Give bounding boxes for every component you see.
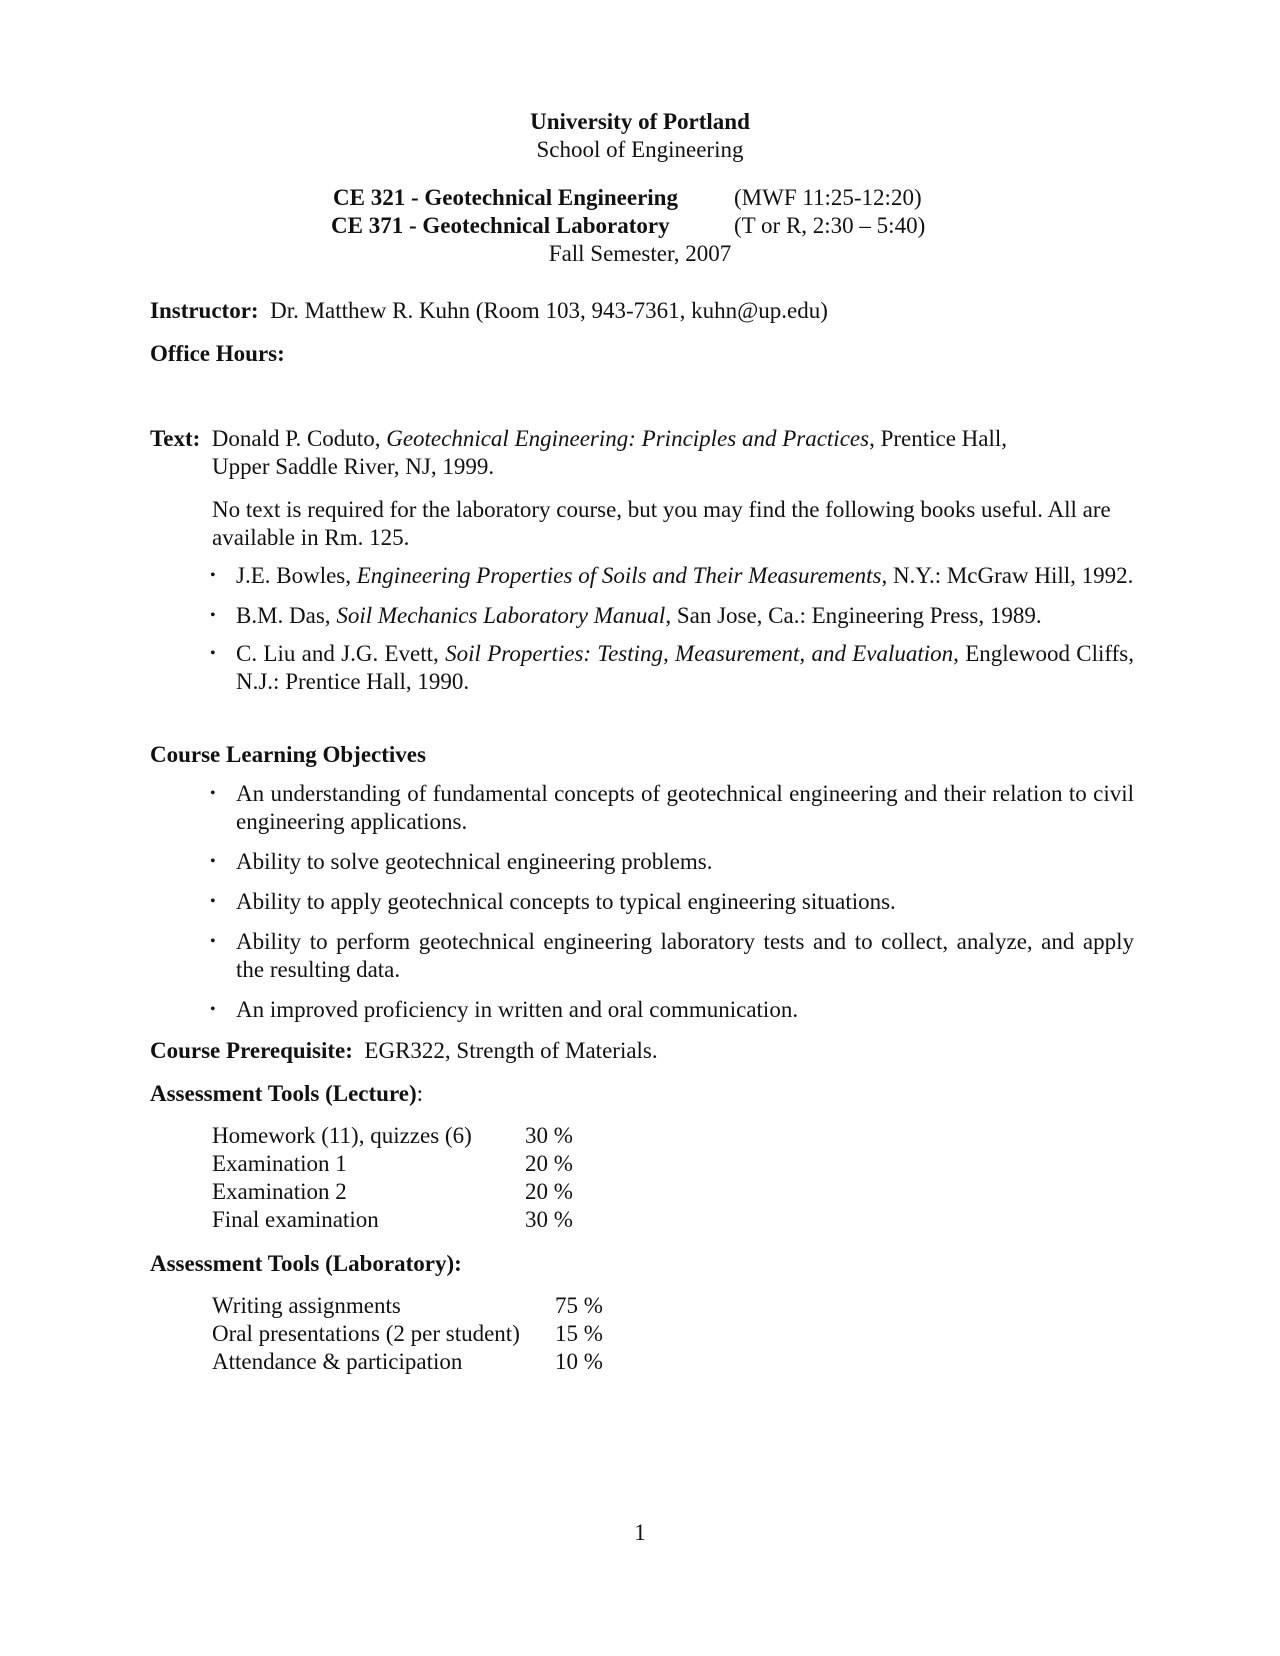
objectives-heading: Course Learning Objectives (150, 742, 426, 767)
text-label: Text: (150, 426, 201, 451)
list-item: • C. Liu and J.G. Evett, Soil Properties: Testing, Measurement, and Evaluation, Englewood Cliffs, N.J.: Prentice Hall, 1990. (210, 641, 1135, 694)
prerequisite-line (150, 1037, 658, 1065)
table-row: Attendance & participation 10 % (212, 1349, 603, 1374)
assessment-lab-heading: Assessment Tools (Laboratory): (150, 1251, 462, 1276)
list-item: • Ability to perform geotechnical engineering laboratory tests and to collect, analyze, and apply the resulting data. (210, 929, 1134, 982)
page-number: 1 (634, 1520, 646, 1545)
course2-title: CE 371 - Geotechnical Laboratory (331, 213, 670, 238)
table-row: Oral presentations (2 per student) 15 % (212, 1321, 603, 1346)
office-hours-label: Office Hours: (150, 341, 285, 366)
list-item: • An understanding of fundamental concepts of geotechnical engineering and their relation to civil engineering applications. (210, 781, 1134, 834)
assessment-lecture-heading: Assessment Tools (Lecture): (150, 1081, 424, 1106)
text-line-1 (150, 425, 1007, 453)
text-title: Geotechnical Engineering: Principles and Practices (386, 426, 870, 451)
course1-title: CE 321 - Geotechnical Engineering (333, 185, 678, 210)
list-item: • Ability to apply geotechnical concepts to typical engineering situations. (210, 889, 896, 914)
prerequisite-value: EGR322, Strength of Materials. (364, 1038, 658, 1063)
table-row: Writing assignments 75 % (212, 1293, 603, 1318)
objectives-list (206, 780, 1134, 1024)
book-list (206, 562, 1134, 696)
prerequisite-label: Course Prerequisite: (150, 1038, 353, 1063)
table-row: Examination 2 20 % (212, 1179, 573, 1204)
university-name: University of Portland (530, 109, 750, 134)
list-item: • An improved proficiency in written and oral communication. (210, 997, 799, 1022)
school-name: School of Engineering (536, 137, 744, 162)
text-line-2: Upper Saddle River, NJ, 1999. (212, 454, 495, 479)
table-row: Examination 1 20 % (212, 1151, 573, 1176)
list-item: • B.M. Das, Soil Mechanics Laboratory Manual, San Jose, Ca.: Engineering Press, 1989. (210, 603, 1042, 628)
instructor-value: Dr. Matthew R. Kuhn (Room 103, 943-7361, kuhn@up.edu) (270, 298, 828, 323)
list-item: • Ability to solve geotechnical engineering problems. (210, 849, 713, 874)
text-publisher: , Prentice Hall, (869, 426, 1008, 451)
semester: Fall Semester, 2007 (548, 241, 732, 266)
table-row: Final examination 30 % (212, 1207, 573, 1232)
table-row: Homework (11), quizzes (6) 30 % (212, 1123, 573, 1148)
lab-text-note: No text is required for the laboratory course, but you may find the following books useful. All are available in Rm. 125. (212, 497, 1111, 550)
course2-time: (T or R, 2:30 – 5:40) (734, 213, 926, 238)
list-item: • J.E. Bowles, Engineering Properties of Soils and Their Measurements, N.Y.: McGraw Hill, 1992. (210, 563, 1134, 588)
instructor-label: Instructor: (150, 298, 259, 323)
course1-time: (MWF 11:25-12:20) (734, 185, 922, 210)
instructor-line (150, 297, 828, 325)
text-author: Donald P. Coduto, (211, 426, 381, 451)
